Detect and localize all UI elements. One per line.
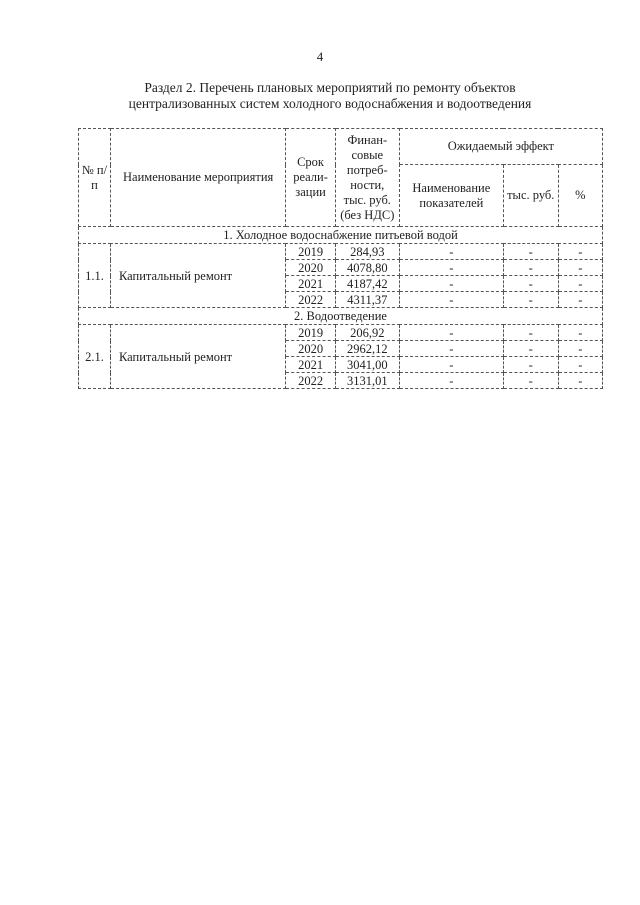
cell-amount: 4187,42: [335, 276, 399, 292]
section-title: [0, 80, 640, 112]
cell-rub: -: [503, 357, 558, 373]
cell-percent: -: [558, 244, 602, 260]
header-percent: %: [558, 165, 602, 227]
item-number: 1.1.: [79, 244, 111, 308]
cell-amount: 284,93: [335, 244, 399, 260]
header-name: Наименование мероприятия: [110, 129, 285, 227]
section-title-line2: централизованных систем холодного водоснабжения и водоотведения: [128, 96, 532, 111]
cell-amount: 4078,80: [335, 260, 399, 276]
cell-rub: -: [503, 292, 558, 308]
header-num: № п/п: [79, 129, 111, 227]
cell-indicator: -: [399, 373, 503, 389]
cell-indicator: -: [399, 357, 503, 373]
cell-percent: -: [558, 341, 602, 357]
cell-year: 2021: [286, 276, 336, 292]
section-title-line1: Раздел 2. Перечень плановых мероприятий по ремонту объектов: [144, 80, 516, 95]
cell-year: 2020: [286, 341, 336, 357]
section-row-title: 2. Водоотведение: [79, 308, 603, 325]
cell-year: 2022: [286, 292, 336, 308]
cell-percent: -: [558, 357, 602, 373]
item-name: Капитальный ремонт: [110, 325, 285, 389]
cell-rub: -: [503, 244, 558, 260]
cell-percent: -: [558, 276, 602, 292]
cell-rub: -: [503, 341, 558, 357]
cell-amount: 4311,37: [335, 292, 399, 308]
header-finance: Финан-совые потреб-ности, тыс. руб. (без НДС): [335, 129, 399, 227]
cell-percent: -: [558, 325, 602, 341]
header-indicators: Наименование показателей: [399, 165, 503, 227]
cell-indicator: -: [399, 341, 503, 357]
header-term: Срок реали-зации: [286, 129, 336, 227]
cell-percent: -: [558, 292, 602, 308]
cell-year: 2019: [286, 325, 336, 341]
item-number: 2.1.: [79, 325, 111, 389]
plan-table: [78, 128, 603, 389]
cell-rub: -: [503, 260, 558, 276]
cell-amount: 206,92: [335, 325, 399, 341]
cell-year: 2019: [286, 244, 336, 260]
page-number: 4: [316, 49, 324, 64]
cell-amount: 3131,01: [335, 373, 399, 389]
section-row-title: 1. Холодное водоснабжение питьевой водой: [79, 227, 603, 244]
cell-indicator: -: [399, 325, 503, 341]
cell-year: 2020: [286, 260, 336, 276]
cell-indicator: -: [399, 276, 503, 292]
cell-percent: -: [558, 373, 602, 389]
cell-indicator: -: [399, 244, 503, 260]
cell-amount: 2962,12: [335, 341, 399, 357]
item-name: Капитальный ремонт: [110, 244, 285, 308]
cell-rub: -: [503, 325, 558, 341]
cell-percent: -: [558, 260, 602, 276]
cell-year: 2021: [286, 357, 336, 373]
header-rub: тыс. руб.: [503, 165, 558, 227]
cell-amount: 3041,00: [335, 357, 399, 373]
cell-indicator: -: [399, 260, 503, 276]
header-effect: Ожидаемый эффект: [399, 129, 602, 165]
cell-rub: -: [503, 276, 558, 292]
cell-year: 2022: [286, 373, 336, 389]
cell-indicator: -: [399, 292, 503, 308]
cell-rub: -: [503, 373, 558, 389]
